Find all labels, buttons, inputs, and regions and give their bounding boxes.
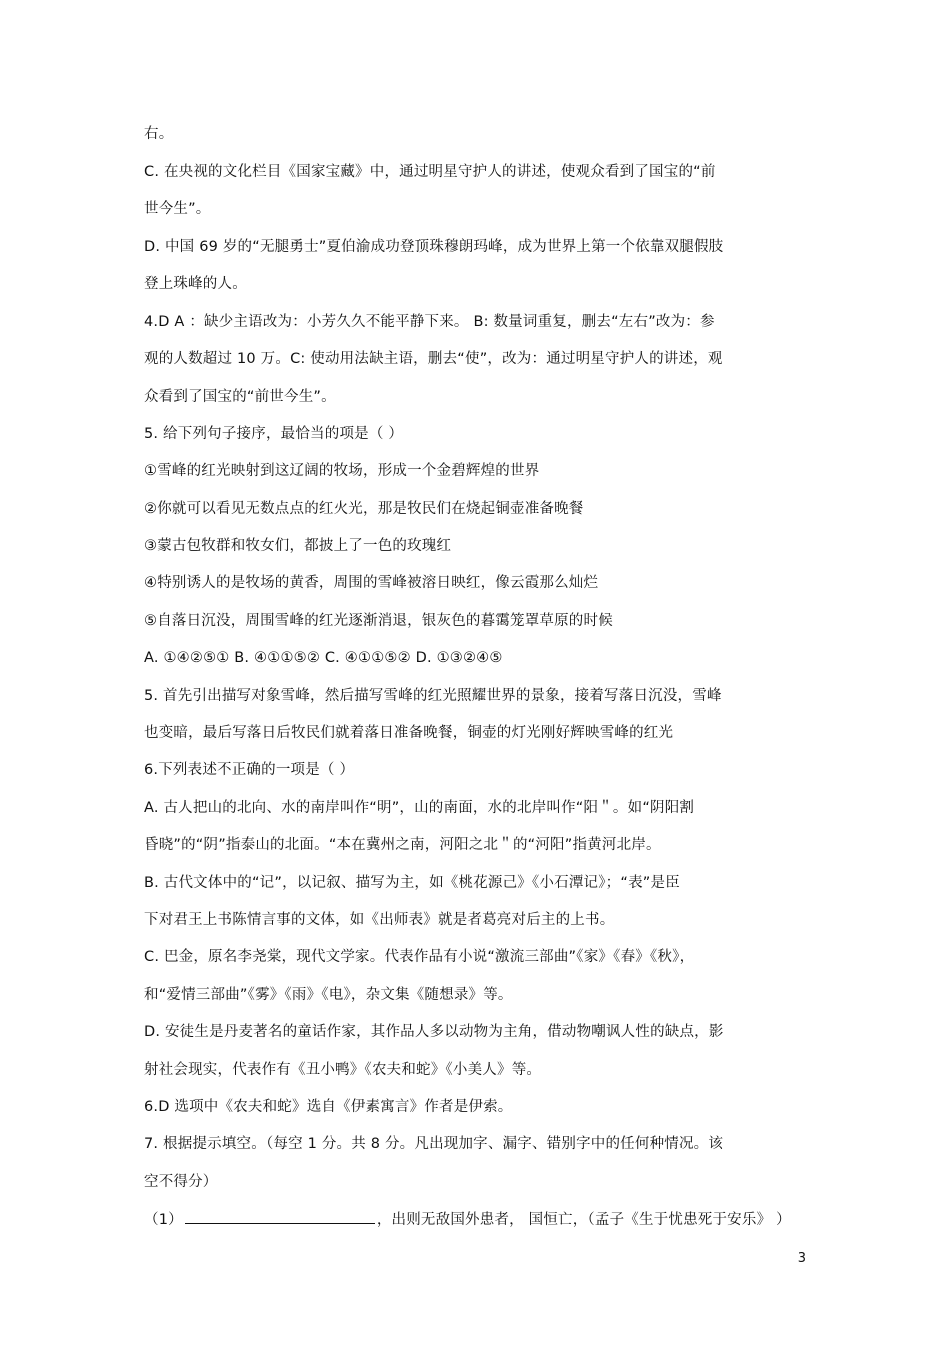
question-7-title-line-1: 7. 根据提示填空。（每空 1 分。共 8 分。凡出现加字、漏字、错别字中的任何种情况。该 — [144, 1136, 724, 1152]
option-6b-line-2: 下对君王上书陈情言事的文体，如《出师表》就是者葛亮对后主的上书。 — [144, 912, 615, 928]
sentence-1: ①雪峰的红光映射到这辽阔的牧场，形成一个金碧辉煌的世界 — [144, 463, 540, 479]
option-6c-line-1: C. 巴金，原名李尧棠，现代文学家。代表作品有小说“激流三部曲”《家》《春》《秋》， — [144, 949, 695, 965]
option-6b-line-1: B. 古代文体中的“记”，以记叙、描写为主，如《桃花源己》《小石潭记》；“表”是臣 — [144, 875, 680, 891]
text-line-8: 众看到了国宝的“前世今生”。 — [144, 389, 336, 405]
text-line-3: 世今生”。 — [144, 201, 211, 217]
question-6-title: 6.下列表述不正确的一项是（ ） — [144, 762, 355, 778]
answer-5-line-2: 也变暗，最后写落日后牧民们就着落日准备晚餐，铜壶的灯光刚好辉映雪峰的红光 — [144, 725, 674, 741]
text-line-6: 4.D A ：缺少主语改为：小芳久久不能平静下来。 B: 数量词重复，删去“左右”改为：参 — [144, 314, 715, 330]
question-5-title: 5. 给下列句子接序，最恰当的项是（ ） — [144, 426, 404, 442]
fill-in-text: ，出则无敌国外患者， 国恒亡，（孟子《生于忧患死于安乐》 ） — [376, 1212, 791, 1228]
fill-in-line-1 — [144, 1209, 824, 1230]
option-6a-line-1: A. 古人把山的北向、水的南岸叫作“明”，山的南面，水的北岸叫作“阳＂。如“阴阳割 — [144, 800, 695, 816]
sentence-4: ④特别诱人的是牧场的黄香，周围的雪峰被溶日映红，像云霞那么灿烂 — [144, 575, 599, 591]
text-line-2: C. 在央视的文化栏目《国家宝藏》中，通过明星守护人的讲述，使观众看到了国宝的“前 — [144, 164, 716, 180]
answer-5-line-1: 5. 首先引出描写对象雪峰，然后描写雪峰的红光照耀世界的景象，接着写落日沉没，雪峰 — [144, 688, 722, 704]
sentence-3: ③蒙古包牧群和牧女们，都披上了一色的玫瑰红 — [144, 538, 452, 554]
text-line-4: D. 中国 69 岁的“无腿勇士”夏伯渝成功登顶珠穆朗玛峰，成为世界上第一个依靠双腿假肢 — [144, 239, 724, 255]
option-6d-line-2: 射社会现实，代表作有《丑小鸭》《农夫和蛇》《小美人》等。 — [144, 1062, 542, 1078]
option-6a-line-2: 昏晓”的“阴”指泰山的北面。“本在冀州之南，河阳之北＂的“河阳”指黄河北岸。 — [144, 837, 661, 853]
sentence-5: ⑤自落日沉没，周围雪峰的红光逐渐消退，银灰色的暮霭笼罩草原的时候 — [144, 613, 613, 629]
sentence-2: ②你就可以看见无数点点的红火光，那是牧民们在烧起铜壶准备晚餐 — [144, 501, 584, 517]
fill-in-number: （1） — [144, 1212, 183, 1228]
text-line-7: 观的人数超过 10 万。C: 使动用法缺主语，删去“使”，改为：通过明星守护人的讲述，观 — [144, 351, 723, 367]
answer-6: 6.D 选项中《农夫和蛇》选自《伊素寓言》作者是伊索。 — [144, 1099, 513, 1115]
option-6c-line-2: 和“爱情三部曲”《雾》《雨》《电》，杂文集《随想录》等。 — [144, 987, 513, 1003]
text-line-1: 右。 — [144, 126, 174, 142]
question-7-title-line-2: 空不得分） — [144, 1174, 218, 1190]
page-number: 3 — [797, 1251, 806, 1266]
question-5-options: A. ①④②⑤① B. ④①①⑤② C. ④①①⑤② D. ①③②④⑤ — [144, 650, 503, 666]
option-6d-line-1: D. 安徒生是丹麦著名的童话作家，其作品人多以动物为主角，借动物嘲讽人性的缺点，影 — [144, 1024, 724, 1040]
text-line-5: 登上珠峰的人。 — [144, 276, 247, 292]
fill-in-blank — [185, 1209, 375, 1224]
